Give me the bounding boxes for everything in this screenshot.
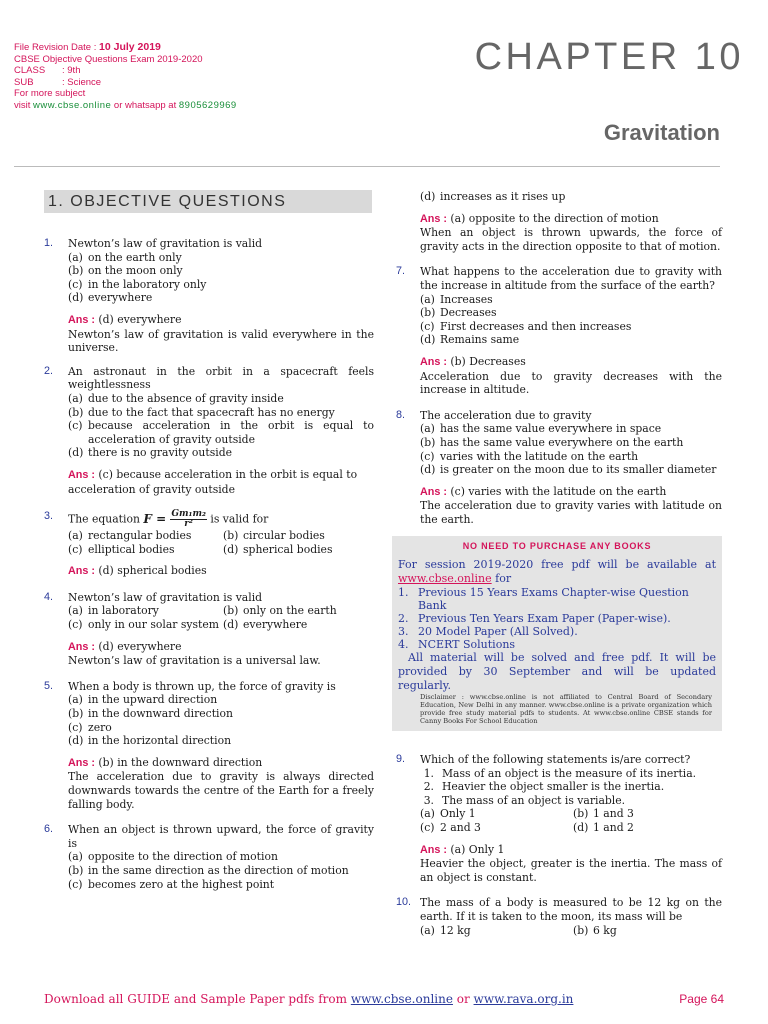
option-letter: (c)	[68, 618, 83, 632]
option-b	[573, 924, 722, 938]
option-d	[223, 618, 374, 632]
option-text: Decreases	[440, 306, 497, 320]
option-text: Only 1	[440, 807, 476, 821]
option-text: in the downward direction	[88, 707, 233, 721]
option-letter: (b)	[223, 529, 239, 543]
option-text: 1 and 2	[593, 821, 634, 835]
option-a	[420, 924, 569, 938]
option-letter: (d)	[68, 446, 84, 460]
visit-text: visit	[14, 99, 33, 111]
option-b	[223, 604, 374, 618]
question-number: 9.	[396, 753, 406, 766]
statement-number: 3.	[423, 793, 434, 807]
question-6-continued	[396, 190, 722, 253]
answer-text: (c) varies with the latitude on the earth	[447, 484, 667, 498]
option-letter: (a)	[68, 391, 83, 405]
option-c	[68, 878, 374, 892]
option-letter: (a)	[420, 923, 435, 937]
section-heading: 1. OBJECTIVE QUESTIONS	[44, 190, 372, 213]
topic-title: Gravitation	[603, 120, 720, 145]
options-grid	[420, 924, 722, 938]
answer	[68, 564, 374, 579]
option-letter: (a)	[420, 292, 435, 306]
option-letter: (d)	[223, 618, 239, 632]
subject-row	[14, 77, 237, 89]
answer-text: (b) Decreases	[447, 354, 526, 368]
page-footer	[44, 992, 724, 1006]
option-text: due to the fact that spacecraft has no energy	[88, 405, 335, 419]
option-letter: (b)	[420, 435, 436, 449]
answer	[68, 756, 374, 771]
answer-label: Ans :	[68, 468, 95, 481]
option-letter: (b)	[223, 604, 239, 618]
option-text: 1 and 3	[593, 807, 634, 821]
disclaimer: Disclaimer : www.cbse.online is not affiliated to Central Board of Secondary Education, New Delhi in any manner. www.cbse.online is a private organization which provide free study material pdfs to students. At www.cbse.online CBSE stands for Canny Books For School Education	[420, 693, 712, 726]
subject-key: SUB	[14, 76, 34, 88]
question-9	[396, 753, 722, 884]
promo-link[interactable]: www.cbse.online	[398, 572, 492, 586]
option-b	[420, 436, 722, 450]
answer-label: Ans :	[420, 843, 447, 856]
option-letter: (a)	[420, 807, 435, 821]
option-a	[68, 392, 374, 406]
option-a	[68, 604, 219, 618]
options-grid	[68, 529, 374, 556]
promo-item-number: 1.	[398, 586, 409, 600]
promo-box	[392, 536, 722, 731]
option-text: varies with the latitude on the earth	[440, 449, 639, 463]
answer	[68, 468, 374, 496]
promo-item-number: 4.	[398, 638, 409, 652]
option-letter: (d)	[420, 190, 436, 203]
answer-label: Ans :	[68, 640, 95, 653]
answer-label: Ans :	[68, 756, 95, 769]
option-letter: (a)	[68, 250, 83, 264]
formula-fraction	[170, 510, 207, 529]
site-link[interactable]: www.cbse.online	[33, 99, 112, 111]
question-number: 3.	[44, 510, 54, 523]
option-letter: (c)	[68, 277, 83, 291]
promo-intro-tail: for	[491, 572, 512, 586]
option-a	[68, 850, 374, 864]
option-text: Remains same	[440, 333, 520, 347]
option-d	[68, 446, 374, 460]
option-text: everywhere	[88, 291, 153, 305]
option-letter: (b)	[68, 405, 84, 419]
option-letter: (d)	[68, 291, 84, 305]
option-text: opposite to the direction of motion	[88, 850, 278, 864]
option-d	[68, 734, 374, 748]
explanation: The acceleration due to gravity is always directed downwards towards the centre of the Earth for a freely falling body.	[68, 770, 374, 811]
answer-text: (d) everywhere	[95, 639, 182, 653]
option-c	[420, 320, 722, 334]
question-stem	[68, 510, 374, 529]
answer-text: (a) opposite to the direction of motion	[447, 211, 659, 225]
answer-text: (a) Only 1	[447, 842, 505, 856]
revision-label: File Revision Date :	[14, 42, 100, 53]
option-text: in laboratory	[88, 604, 159, 618]
option-text: in the laboratory only	[88, 277, 207, 291]
option-text: elliptical bodies	[88, 542, 175, 556]
option-letter: (c)	[420, 319, 435, 333]
answer-text: (d) everywhere	[95, 312, 182, 326]
statement-item	[420, 794, 722, 808]
option-letter: (a)	[68, 604, 83, 618]
option-c	[420, 821, 569, 835]
option-letter: (b)	[68, 863, 84, 877]
answer-text: (b) in the downward direction	[95, 755, 263, 769]
promo-title: NO NEED TO PURCHASE ANY BOOKS	[462, 541, 652, 552]
option-letter: (d)	[420, 463, 436, 477]
option-letter: (a)	[68, 529, 83, 543]
question-number: 10.	[396, 896, 412, 909]
option-text: rectangular bodies	[88, 529, 192, 543]
footer-download-text: Download all GUIDE and Sample Paper pdfs from	[44, 992, 351, 1006]
class-row	[14, 65, 237, 77]
statement-text: Heavier the object smaller is the inertia.	[442, 780, 665, 794]
option-text: 2 and 3	[440, 821, 481, 835]
option-text: in the horizontal direction	[88, 734, 232, 748]
question-stem: Newton’s law of gravitation is valid	[68, 590, 263, 604]
option-text: in the upward direction	[88, 693, 218, 707]
option-d	[420, 463, 722, 477]
class-key: CLASS	[14, 65, 46, 76]
answer	[420, 355, 722, 370]
option-letter: (d)	[68, 734, 84, 748]
promo-intro	[398, 558, 716, 586]
option-letter: (b)	[420, 306, 436, 320]
answer-label: Ans :	[420, 485, 447, 498]
promo-item	[398, 638, 716, 651]
promo-item	[398, 612, 716, 625]
answer	[68, 313, 374, 328]
option-c	[68, 618, 219, 632]
statement-list	[420, 767, 722, 808]
question-stem: Newton’s law of gravitation is valid	[68, 237, 263, 250]
promo-item-text: 20 Model Paper (All Solved).	[418, 625, 578, 639]
more-subject: For more subject	[14, 88, 86, 99]
question-6	[44, 823, 374, 891]
option-letter: (c)	[68, 419, 83, 433]
question-4	[44, 591, 374, 668]
option-text: because acceleration in the orbit is equal to acceleration of gravity outside	[88, 419, 374, 446]
option-letter: (d)	[420, 333, 436, 347]
option-letter: (d)	[223, 542, 239, 556]
option-text: becomes zero at the highest point	[88, 877, 275, 891]
subject-value: : Science	[62, 76, 102, 88]
question-stem: Which of the following statements is/are correct?	[420, 753, 691, 767]
explanation: Heavier the object, greater is the inertia. The mass of an object is constant.	[420, 857, 722, 884]
promo-item	[398, 625, 716, 638]
answer-text: (c) because acceleration in the orbit is equal to acceleration of gravity outside	[68, 467, 358, 496]
option-c	[68, 543, 219, 557]
option-d	[420, 190, 722, 204]
formula-equals: =	[151, 512, 171, 527]
revision-date: 10 July 2019	[99, 41, 161, 53]
promo-item-text: NCERT Solutions	[418, 638, 516, 652]
right-column	[396, 190, 722, 947]
option-letter: (b)	[573, 807, 589, 821]
answer	[420, 212, 722, 227]
whatsapp-text: or whatsapp at	[111, 99, 179, 111]
option-letter: (a)	[68, 850, 83, 864]
statement-number: 1.	[423, 766, 434, 780]
option-b	[420, 306, 722, 320]
option-a	[68, 529, 219, 543]
question-number: 5.	[44, 679, 54, 692]
option-a	[68, 693, 374, 707]
question-stem: The acceleration due to gravity	[420, 408, 592, 422]
option-c	[68, 419, 374, 446]
question-number: 2.	[44, 364, 54, 377]
revision-row	[14, 42, 237, 54]
explanation: When an object is thrown upwards, the force of gravity acts in the direction opposite to that of motion.	[420, 226, 722, 253]
explanation: Newton’s law of gravitation is valid everywhere in the universe.	[68, 327, 374, 355]
phone-number: 8905629969	[178, 99, 237, 111]
option-text: due to the absence of gravity inside	[88, 391, 284, 405]
option-text: only in our solar system	[88, 618, 219, 632]
option-text: in the same direction as the direction of motion	[88, 863, 349, 877]
option-d	[573, 821, 722, 835]
option-text: zero	[88, 720, 112, 734]
promo-item-text: Previous 15 Years Exams Chapter-wise Question Bank	[418, 586, 689, 613]
answer	[68, 640, 374, 655]
stem-pre: The equation	[68, 512, 144, 526]
answer-text: (d) spherical bodies	[95, 564, 207, 578]
question-number: 7.	[396, 265, 406, 278]
option-b	[68, 264, 374, 278]
explanation: Newton’s law of gravitation is a universal law.	[68, 654, 321, 668]
formula-numerator: Gm₁m₂	[171, 509, 206, 520]
answer-label: Ans :	[68, 565, 95, 578]
statement-number: 2.	[423, 780, 434, 794]
option-letter: (b)	[68, 264, 84, 278]
class-value: : 9th	[62, 65, 81, 76]
option-letter: (c)	[68, 877, 83, 891]
answer	[420, 843, 722, 858]
statement-text: The mass of an object is variable.	[442, 793, 626, 807]
option-a	[420, 422, 722, 436]
footer-link-rava[interactable]: www.rava.org.in	[473, 992, 574, 1006]
option-text: is greater on the moon due to its smaller diameter	[440, 463, 717, 477]
question-stem: The mass of a body is measured to be 12 kg on the earth. If it is taken to the moon, its mass will be	[420, 896, 722, 923]
question-number: 1.	[44, 237, 54, 249]
question-stem: What happens to the acceleration due to gravity with the increase in altitude from the surface of the earth?	[420, 265, 722, 292]
option-a	[68, 251, 374, 265]
option-text: has the same value everywhere in space	[440, 422, 662, 436]
exam-name: CBSE Objective Questions Exam 2019-2020	[14, 53, 203, 65]
question-2	[44, 365, 374, 496]
option-letter: (b)	[573, 923, 589, 937]
explanation: Acceleration due to gravity decreases with the increase in altitude.	[420, 369, 722, 397]
footer-link-cbse[interactable]: www.cbse.online	[350, 992, 453, 1006]
option-d	[420, 333, 722, 347]
option-b	[573, 807, 722, 821]
file-meta	[14, 42, 237, 111]
header-divider	[14, 166, 720, 167]
option-letter: (b)	[68, 707, 84, 721]
option-c	[68, 278, 374, 292]
option-c	[420, 450, 722, 464]
option-text: First decreases and then increases	[440, 319, 632, 333]
statement-item	[420, 780, 722, 794]
options-grid	[68, 604, 374, 631]
option-text: has the same value everywhere on the earth	[440, 435, 684, 449]
question-3	[44, 510, 374, 579]
gravitation-formula	[143, 510, 207, 529]
option-text: on the earth only	[88, 250, 182, 264]
explanation: The acceleration due to gravity varies with latitude on the earth.	[420, 499, 722, 526]
visit-row	[14, 100, 237, 112]
question-5	[44, 680, 374, 811]
question-1	[44, 237, 374, 355]
option-text: increases as it rises up	[440, 190, 566, 203]
option-a	[420, 293, 722, 307]
option-text: circular bodies	[243, 529, 325, 543]
option-text: on the moon only	[88, 264, 183, 278]
option-text: spherical bodies	[243, 542, 333, 556]
question-8	[396, 409, 722, 527]
answer-label: Ans :	[68, 313, 95, 326]
question-10	[396, 896, 722, 937]
question-number: 6.	[44, 823, 54, 836]
question-stem: When a body is thrown up, the force of gravity is	[68, 679, 336, 693]
option-b	[68, 406, 374, 420]
promo-item-text: Previous Ten Years Exam Paper (Paper-wise).	[418, 612, 671, 626]
question-stem: When an object is thrown upward, the force of gravity is	[68, 823, 374, 850]
option-letter: (c)	[420, 821, 435, 835]
option-c	[68, 721, 374, 735]
statement-item	[420, 767, 722, 781]
option-letter: (c)	[68, 720, 83, 734]
promo-note: All material will be solved and free pdf. It will be provided by 30 September and will be updated regularly.	[398, 651, 716, 693]
footer-or: or	[452, 992, 474, 1006]
formula-f: F	[143, 512, 152, 527]
options-grid	[420, 807, 722, 834]
question-number: 4.	[44, 590, 54, 603]
answer-label: Ans :	[420, 355, 447, 368]
option-b	[223, 529, 374, 543]
option-letter: (a)	[68, 693, 83, 707]
formula-denominator: r²	[184, 519, 193, 530]
option-a	[420, 807, 569, 821]
option-b	[68, 864, 374, 878]
promo-item-number: 2.	[398, 612, 409, 626]
question-number: 8.	[396, 408, 406, 421]
option-text: only on the earth	[243, 604, 337, 618]
option-letter: (a)	[420, 422, 435, 436]
promo-item-number: 3.	[398, 625, 409, 639]
option-letter: (d)	[573, 821, 589, 835]
option-text: 6 kg	[593, 923, 617, 937]
option-text: there is no gravity outside	[88, 446, 232, 460]
answer	[420, 485, 722, 500]
question-stem: An astronaut in the orbit in a spacecraft feels weightlessness	[68, 364, 374, 392]
option-d	[223, 543, 374, 557]
question-7	[396, 265, 722, 396]
left-column	[44, 190, 374, 901]
option-d	[68, 291, 374, 305]
option-text: 12 kg	[440, 923, 471, 937]
option-b	[68, 707, 374, 721]
answer-label: Ans :	[420, 212, 447, 225]
option-text: everywhere	[243, 618, 308, 632]
option-text: Increases	[440, 292, 493, 306]
promo-intro-text: For session 2019-2020 free pdf will be available at	[398, 558, 716, 572]
option-letter: (c)	[68, 542, 83, 556]
chapter-title: CHAPTER 10	[474, 36, 744, 78]
stem-post: is valid for	[206, 512, 269, 526]
statement-text: Mass of an object is the measure of its inertia.	[442, 766, 697, 780]
option-letter: (c)	[420, 449, 435, 463]
promo-item	[398, 586, 716, 612]
page-number: Page 64	[679, 992, 724, 1006]
